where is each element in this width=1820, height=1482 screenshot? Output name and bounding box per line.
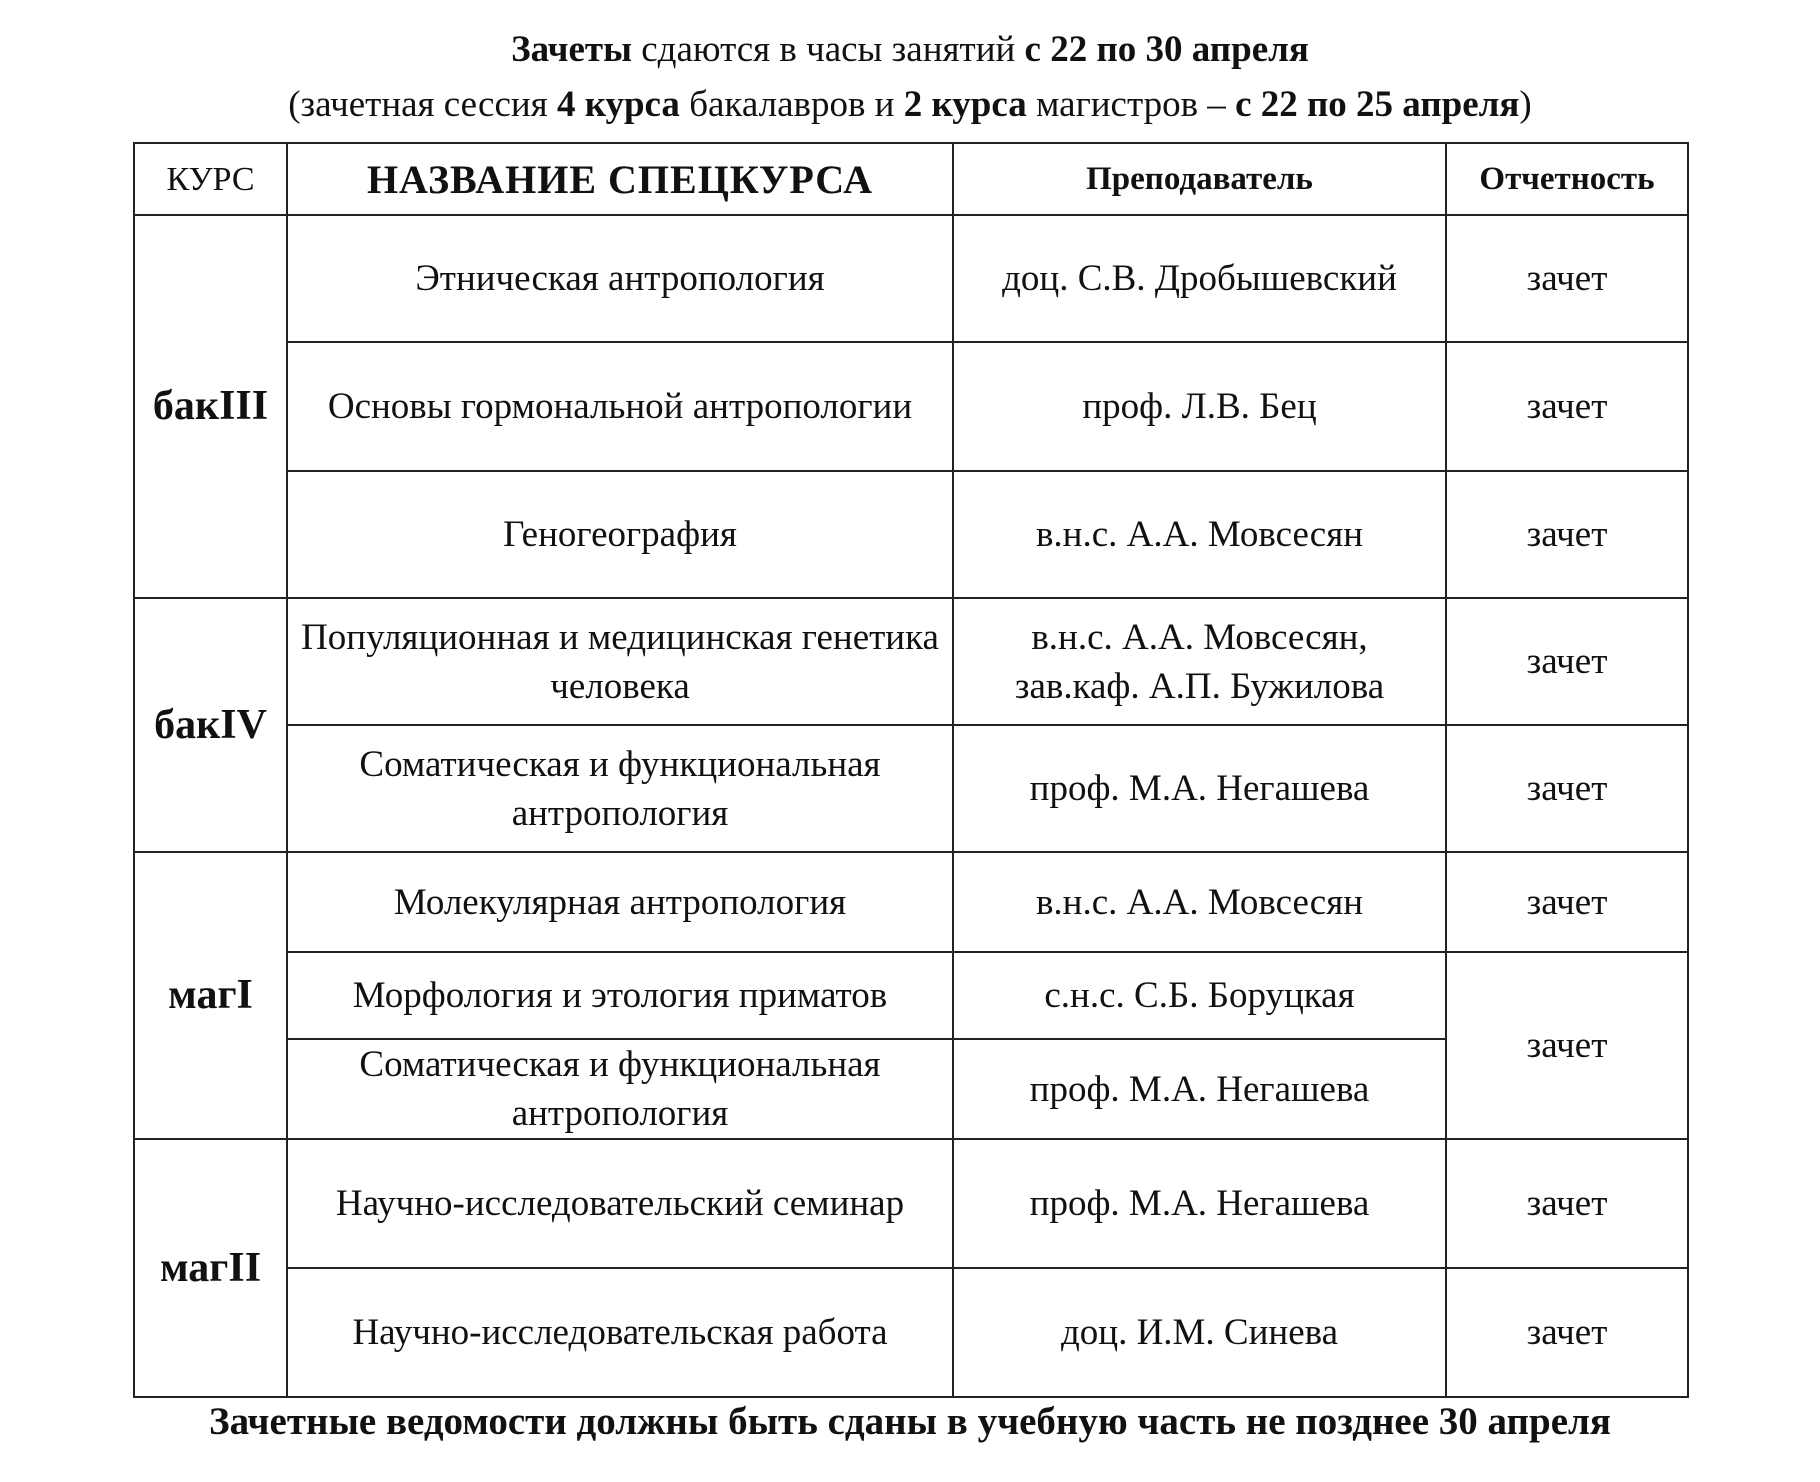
course-name-cell: Научно-исследовательская работа bbox=[287, 1268, 953, 1397]
header-line-1 bbox=[0, 22, 1820, 77]
table-row bbox=[134, 725, 1688, 852]
course-name-cell: Этническая антропология bbox=[287, 215, 953, 342]
course-name-cell: Основы гормональной антропологии bbox=[287, 342, 953, 471]
course-name-cell: Популяционная и медицинская генетика человека bbox=[287, 598, 953, 725]
course-name-cell: Соматическая и функциональная антропология bbox=[287, 1039, 953, 1139]
teacher-cell: проф. Л.В. Бец bbox=[953, 342, 1446, 471]
column-header-teacher: Преподаватель bbox=[953, 143, 1446, 215]
teacher-line: зав.каф. А.П. Бужилова bbox=[1014, 665, 1385, 707]
header-note bbox=[0, 22, 1820, 132]
teacher-cell: с.н.с. С.Б. Боруцкая bbox=[953, 952, 1446, 1039]
course-cell: магI bbox=[134, 852, 287, 1139]
header-l1-bold-2: с 22 по 30 апреля bbox=[1024, 29, 1309, 70]
report-cell: зачет bbox=[1446, 1139, 1688, 1268]
course-cell: магII bbox=[134, 1139, 287, 1397]
table-row bbox=[134, 598, 1688, 725]
course-name-cell: Геногеография bbox=[287, 471, 953, 598]
header-l2-text-4: ) bbox=[1519, 84, 1532, 125]
teacher-cell: доц. С.В. Дробышевский bbox=[953, 215, 1446, 342]
report-cell: зачет bbox=[1446, 1268, 1688, 1397]
table-header-row bbox=[134, 143, 1688, 215]
teacher-cell: в.н.с. А.А. Мовсесян bbox=[953, 852, 1446, 952]
table-row bbox=[134, 1268, 1688, 1397]
header-l2-text-1: (зачетная сессия bbox=[288, 84, 557, 125]
course-name-cell: Соматическая и функциональная антропология bbox=[287, 725, 953, 852]
teacher-cell bbox=[953, 598, 1446, 725]
report-cell: зачет bbox=[1446, 215, 1688, 342]
teacher-cell: доц. И.М. Синева bbox=[953, 1268, 1446, 1397]
header-l2-bold-2: 2 курса bbox=[903, 84, 1027, 125]
header-line-2 bbox=[0, 77, 1820, 132]
header-l2-bold-1: 4 курса bbox=[556, 84, 680, 125]
table-row bbox=[134, 1139, 1688, 1268]
teacher-cell: проф. М.А. Негашева bbox=[953, 725, 1446, 852]
course-name-cell: Молекулярная антропология bbox=[287, 852, 953, 952]
header-l2-bold-3: с 22 по 25 апреля bbox=[1235, 84, 1520, 125]
teacher-cell: в.н.с. А.А. Мовсесян bbox=[953, 471, 1446, 598]
course-name-cell: Морфология и этология приматов bbox=[287, 952, 953, 1039]
table-row bbox=[134, 852, 1688, 952]
schedule-table bbox=[133, 142, 1689, 1398]
header-l2-text-3: магистров – bbox=[1026, 84, 1236, 125]
header-l1-text-1: сдаются в часы занятий bbox=[632, 29, 1025, 70]
report-cell: зачет bbox=[1446, 852, 1688, 952]
table-row bbox=[134, 952, 1688, 1039]
table-row bbox=[134, 215, 1688, 342]
table-row bbox=[134, 471, 1688, 598]
report-cell: зачет bbox=[1446, 598, 1688, 725]
report-cell: зачет bbox=[1446, 725, 1688, 852]
report-cell-merged: зачет bbox=[1446, 952, 1688, 1139]
teacher-cell: проф. М.А. Негашева bbox=[953, 1139, 1446, 1268]
teacher-cell: проф. М.А. Негашева bbox=[953, 1039, 1446, 1139]
footer-note: Зачетные ведомости должны быть сданы в учебную часть не позднее 30 апреля bbox=[209, 1400, 1611, 1443]
column-header-kurs: КУРС bbox=[134, 143, 287, 215]
header-l1-bold-1: Зачеты bbox=[511, 29, 632, 70]
course-cell: бакIV bbox=[134, 598, 287, 852]
report-cell: зачет bbox=[1446, 342, 1688, 471]
course-cell: бакIII bbox=[134, 215, 287, 598]
teacher-line: в.н.с. А.А. Мовсесян, bbox=[1031, 616, 1368, 658]
table-row bbox=[134, 342, 1688, 471]
report-cell: зачет bbox=[1446, 471, 1688, 598]
header-l2-text-2: бакалавров и bbox=[679, 84, 904, 125]
column-header-report: Отчетность bbox=[1446, 143, 1688, 215]
column-header-name: НАЗВАНИЕ СПЕЦКУРСА bbox=[287, 143, 953, 215]
course-name-cell: Научно-исследовательский семинар bbox=[287, 1139, 953, 1268]
